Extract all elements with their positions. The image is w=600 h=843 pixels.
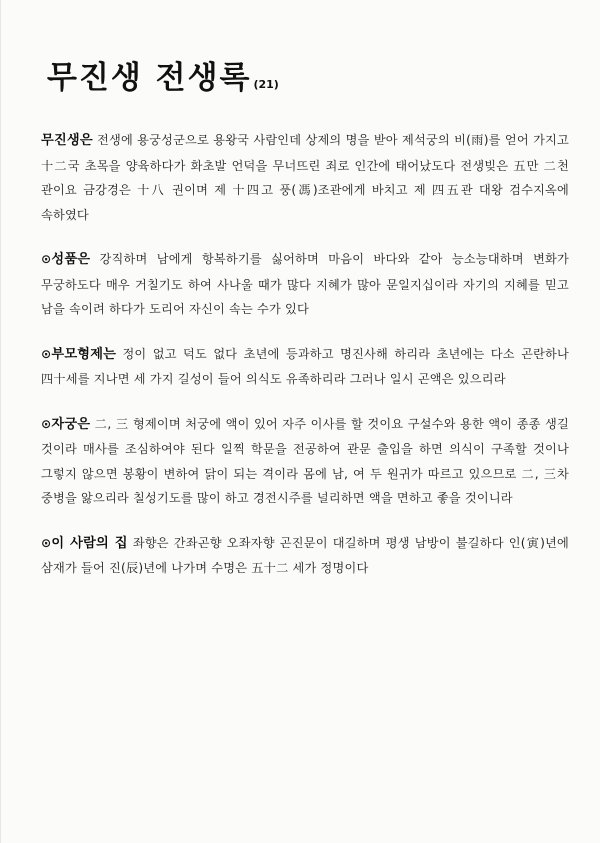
paragraph-heading: 자궁은 <box>51 416 91 432</box>
bullet-icon: ⊙ <box>41 416 52 431</box>
page-number: (21) <box>253 78 279 91</box>
bullet-icon: ⊙ <box>41 535 52 550</box>
paragraph-text: 정이 없고 덕도 없다 초년에 등과하고 명진사해 하리라 초년에는 다소 곤란하나 四十세를 지나면 세 가지 길성이 들어 의식도 유족하리라 그러나 일시 곤액은 있으리라 <box>41 346 569 386</box>
bullet-icon: ⊙ <box>41 346 52 361</box>
paragraph-heading: 부모형제는 <box>51 346 117 362</box>
bullet-icon: ⊙ <box>41 252 52 266</box>
paragraph-text: 강직하며 남에게 항복하기를 싫어하며 마음이 바다와 같아 능소능대하며 변화가 무궁하도다 매우 거칠기도 하여 사나울 때가 많다 지혜가 많아 문일지십이라 자기의 지혜를 믿고 남을 속이려 하다가 도리어 자신이 속는 수가 있다 <box>41 252 569 316</box>
paragraph-text: 좌향은 간좌곤향 오좌자향 곤진문이 대길하며 평생 남방이 불길하다 인(寅)년에 삼재가 들어 진(辰)년에 나가며 수명은 五十二 세가 정명이다 <box>41 535 569 575</box>
paragraph-house <box>41 531 569 581</box>
document-body <box>41 128 569 601</box>
paragraph-heading: 무진생은 <box>41 133 93 148</box>
title-text: 무진생 전생록 <box>47 60 252 96</box>
paragraph-heading: 이 사람의 집 <box>51 535 128 551</box>
paragraph-heading: 성품은 <box>51 252 91 267</box>
paragraph-past-life <box>41 128 569 227</box>
page-title <box>47 60 279 103</box>
paragraph-children <box>41 412 569 511</box>
paragraph-text: 전생에 용궁성군으로 용왕국 사람인데 상제의 명을 받아 제석궁의 비(雨)를 얻어 가지고 十二국 초목을 양육하다가 화초발 언덕을 무너뜨린 죄로 인간에 태어났도다 전생빚은 五만 二천 관이요 금강경은 十八 권이며 제 十四고 풍(馮)조관에게 바치고 제 四五관 대왕 검수지옥에 속하였다 <box>41 133 569 222</box>
paragraph-family <box>41 342 569 392</box>
paragraph-personality <box>41 247 569 322</box>
paragraph-text: 二, 三 형제이며 처궁에 액이 있어 자주 이사를 할 것이요 구설수와 용한 액이 종종 생길 것이라 매사를 조심하여야 된다 일찍 학문을 전공하여 관문 출입을 하면 의식이 구족할 것이나 그렇지 않으면 봉황이 변하여 닭이 되는 격이라 몸에 남, 여 두 원귀가 따르고 있으므로 二, 三차 중병을 앓으리라 칠성기도를 많이 하고 경전시주를 널리하면 액을 면하고 좋을 것이니라 <box>41 416 569 505</box>
